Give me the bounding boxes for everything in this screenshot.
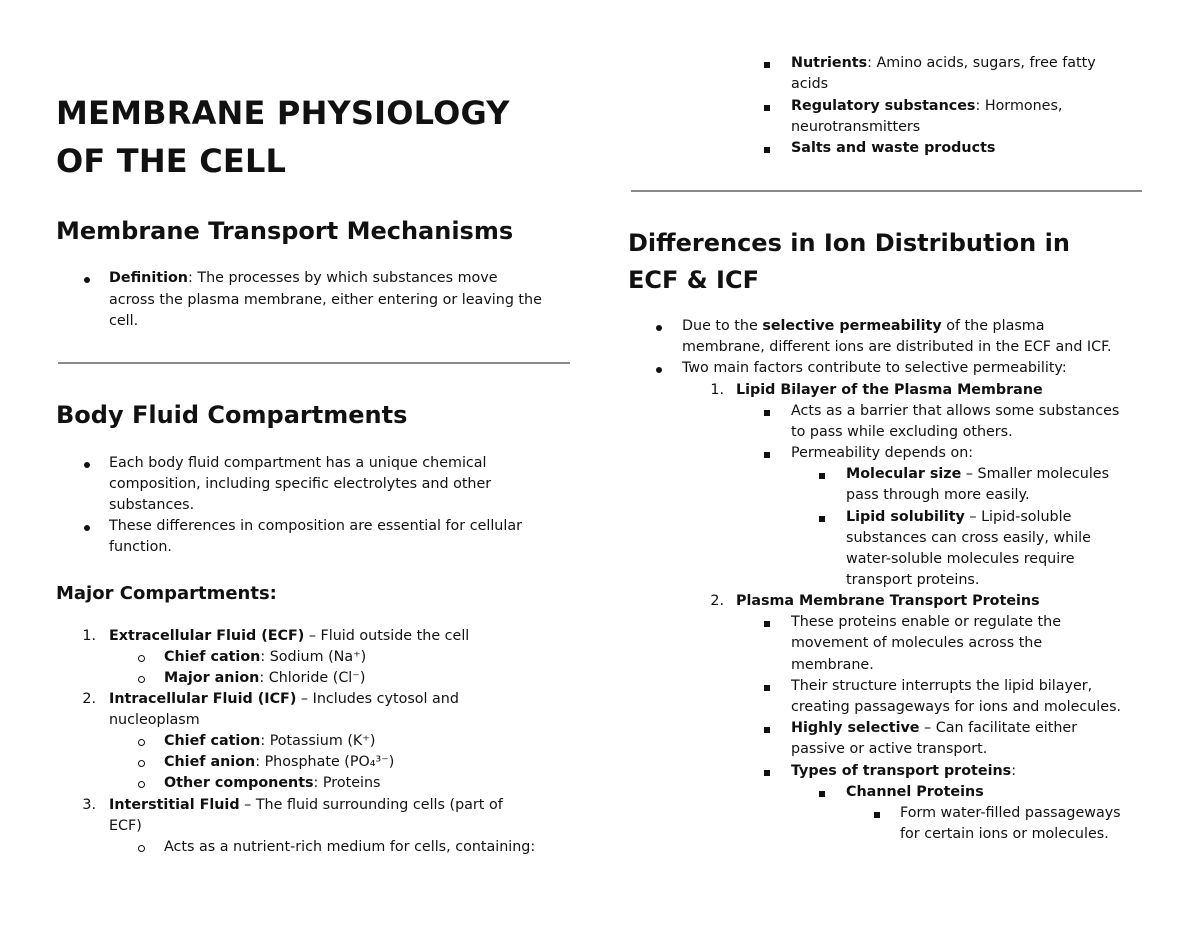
tp-sub4: Types of transport proteins: xyxy=(791,763,1017,779)
bullet-ring-icon xyxy=(138,753,145,774)
lb-sub1-line2: to pass while excluding others. xyxy=(791,424,1013,440)
tp-sub1-line3: membrane. xyxy=(791,657,874,673)
tp-sub1-line2: movement of molecules across the xyxy=(791,635,1043,651)
section-divider xyxy=(631,190,1142,192)
channel-proteins-item: Channel Proteins xyxy=(846,784,984,800)
heading-ion-distribution-line1: Differences in Ion Distribution in xyxy=(628,229,1070,257)
list-number: 1. xyxy=(82,628,96,644)
ion-bullet2: Two main factors contribute to selective permeability: xyxy=(682,360,1067,376)
page-title-line1: MEMBRANE PHYSIOLOGY xyxy=(56,94,510,132)
tp-sub1-line1: These proteins enable or regulate the xyxy=(791,614,1062,630)
bullet-ring-icon xyxy=(138,648,145,669)
lb-sub2: Permeability depends on: xyxy=(791,445,974,461)
definition-line1: Definition: The processes by which substances move xyxy=(109,270,498,286)
icf-item-line2: nucleoplasm xyxy=(109,712,200,728)
heading-body-fluid-compartments: Body Fluid Compartments xyxy=(56,401,408,429)
tp-sub2-line2: creating passageways for ions and molecules. xyxy=(791,699,1122,715)
ion-bullet1-line2: membrane, different ions are distributed in the ECF and ICF. xyxy=(682,339,1112,355)
lb-sub1-line1: Acts as a barrier that allows some substances xyxy=(791,403,1120,419)
bullet-square-icon xyxy=(764,54,770,75)
bullet-disc-icon xyxy=(656,317,662,338)
tp-sub2-line1: Their structure interrupts the lipid bilayer, xyxy=(791,678,1093,694)
channel-sub-line1: Form water-filled passageways xyxy=(900,805,1121,821)
list-number: 2. xyxy=(710,593,724,609)
section-divider xyxy=(58,362,570,364)
lipid-solubility-line3: water-soluble molecules require xyxy=(846,551,1075,567)
bullet-ring-icon xyxy=(138,838,145,859)
bullet-square-icon xyxy=(764,444,770,465)
list-number: 2. xyxy=(82,691,96,707)
transport-proteins-item: Plasma Membrane Transport Proteins xyxy=(736,593,1040,609)
bullet-square-icon xyxy=(819,783,825,804)
bullet-square-icon xyxy=(764,677,770,698)
lipid-solubility-item: Lipid solubility – Lipid-soluble xyxy=(846,509,1072,525)
definition-line3: cell. xyxy=(109,313,139,329)
tp-sub3-line1: Highly selective – Can facilitate either xyxy=(791,720,1078,736)
molecular-size-line2: pass through more easily. xyxy=(846,487,1030,503)
molecular-size-item: Molecular size – Smaller molecules xyxy=(846,466,1110,482)
channel-sub-line2: for certain ions or molecules. xyxy=(900,826,1109,842)
bullet-square-icon xyxy=(764,139,770,160)
icf-other-components: Other components: Proteins xyxy=(164,775,381,791)
definition-line2: across the plasma membrane, either entering or leaving the xyxy=(109,292,542,308)
bullet-disc-icon xyxy=(84,517,90,538)
bullet-square-icon xyxy=(764,613,770,634)
tp-sub3-line2: passive or active transport. xyxy=(791,741,988,757)
ecf-major-anion: Major anion: Chloride (Cl⁻) xyxy=(164,670,366,686)
icf-chief-cation: Chief cation: Potassium (K⁺) xyxy=(164,733,376,749)
ion-bullet1-line1: Due to the selective permeability of the plasma xyxy=(682,318,1045,334)
heading-ion-distribution-line2: ECF & ICF xyxy=(628,266,759,294)
bullet-square-icon xyxy=(764,402,770,423)
isf-sub-item: Acts as a nutrient-rich medium for cells, containing: xyxy=(164,839,536,855)
list-number: 1. xyxy=(710,382,724,398)
bfc-bullet2-line2: function. xyxy=(109,539,172,555)
icf-chief-anion: Chief anion: Phosphate (PO₄³⁻) xyxy=(164,754,395,770)
lipid-solubility-line4: transport proteins. xyxy=(846,572,980,588)
bullet-disc-icon xyxy=(84,269,90,290)
bullet-square-icon xyxy=(874,804,880,825)
ecf-chief-cation: Chief cation: Sodium (Na⁺) xyxy=(164,649,367,665)
nutrients-item-line2: acids xyxy=(791,76,829,92)
bullet-square-icon xyxy=(764,97,770,118)
bfc-bullet1-line2: composition, including specific electrolytes and other xyxy=(109,476,492,492)
regulatory-item-line2: neurotransmitters xyxy=(791,119,921,135)
heading-membrane-transport-mechanisms: Membrane Transport Mechanisms xyxy=(56,217,514,245)
bullet-square-icon xyxy=(764,719,770,740)
bullet-ring-icon xyxy=(138,774,145,795)
bullet-square-icon xyxy=(764,762,770,783)
isf-item: Interstitial Fluid – The fluid surrounding cells (part of xyxy=(109,797,503,813)
bullet-disc-icon xyxy=(656,359,662,380)
salts-item: Salts and waste products xyxy=(791,140,996,156)
ecf-item: Extracellular Fluid (ECF) – Fluid outside the cell xyxy=(109,628,470,644)
bullet-square-icon xyxy=(819,508,825,529)
bullet-ring-icon xyxy=(138,732,145,753)
bfc-bullet2-line1: These differences in composition are essential for cellular xyxy=(109,518,522,534)
lipid-solubility-line2: substances can cross easily, while xyxy=(846,530,1091,546)
bullet-disc-icon xyxy=(84,454,90,475)
bullet-ring-icon xyxy=(138,669,145,690)
regulatory-item: Regulatory substances: Hormones, xyxy=(791,98,1063,114)
bfc-bullet1-line3: substances. xyxy=(109,497,195,513)
list-number: 3. xyxy=(82,797,96,813)
isf-item-line2: ECF) xyxy=(109,818,142,834)
bullet-square-icon xyxy=(819,465,825,486)
lipid-bilayer-item: Lipid Bilayer of the Plasma Membrane xyxy=(736,382,1043,398)
bfc-bullet1-line1: Each body fluid compartment has a unique chemical xyxy=(109,455,487,471)
nutrients-item: Nutrients: Amino acids, sugars, free fatty xyxy=(791,55,1096,71)
icf-item: Intracellular Fluid (ICF) – Includes cytosol and xyxy=(109,691,459,707)
heading-major-compartments: Major Compartments: xyxy=(56,583,277,604)
page-title-line2: OF THE CELL xyxy=(56,142,287,180)
